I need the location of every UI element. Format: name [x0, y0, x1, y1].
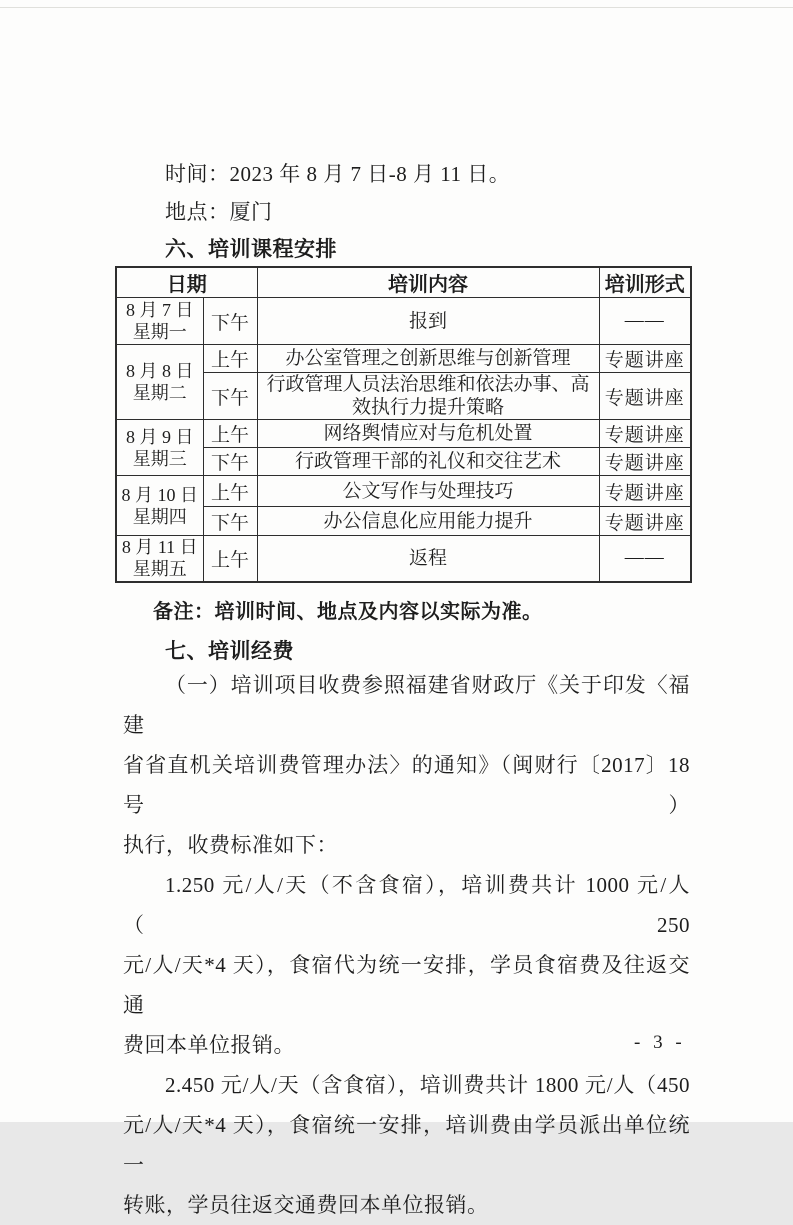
- form-cell: 专题讲座: [599, 448, 691, 476]
- date-text: 8 月 10 日: [121, 484, 198, 505]
- paragraph-line: 元/人/天*4 天），食宿统一安排，培训费由学员派出单位统一: [123, 1112, 690, 1177]
- fees-paragraphs: [123, 665, 690, 1225]
- paragraph-line: 元/人/天*4 天），食宿代为统一安排，学员食宿费及往返交通: [123, 952, 690, 1017]
- schedule-note: 备注：培训时间、地点及内容以实际为准。: [153, 600, 543, 623]
- weekday-text: 星期三: [132, 448, 187, 469]
- date-cell: [116, 476, 203, 536]
- date-cell: [116, 345, 203, 420]
- form-cell: ——: [599, 536, 691, 582]
- section-heading-schedule: 六、培训课程安排: [165, 238, 337, 261]
- date-cell: [116, 420, 203, 476]
- table-row: [116, 536, 691, 582]
- form-cell: 专题讲座: [599, 345, 691, 373]
- training-location-line: 地点：厦门: [165, 200, 273, 224]
- form-cell: 专题讲座: [599, 373, 691, 420]
- weekday-text: 星期一: [132, 322, 187, 342]
- form-cell: 专题讲座: [599, 476, 691, 507]
- column-header-content: 培训内容: [257, 267, 599, 298]
- paragraph-line: 1.250 元/人/天（不含食宿），培训费共计 1000 元/人（250: [123, 872, 690, 937]
- time-cell: 上午: [203, 420, 257, 448]
- table-row: [116, 345, 691, 373]
- date-cell: [116, 536, 203, 582]
- weekday-text: 星期二: [132, 383, 187, 403]
- time-cell: 下午: [203, 448, 257, 476]
- time-cell: 上午: [203, 345, 257, 373]
- paragraph-line: 费回本单位报销。: [123, 1032, 295, 1057]
- document-content: [123, 0, 690, 1225]
- table-row: [116, 476, 691, 507]
- table-row: [116, 448, 691, 476]
- content-cell: 报到: [257, 298, 599, 345]
- column-header-form: 培训形式: [599, 267, 691, 298]
- time-cell: 下午: [203, 373, 257, 420]
- content-cell: 网络舆情应对与危机处置: [257, 420, 599, 448]
- paragraph-line: 转账，学员往返交通费回本单位报销。: [123, 1192, 489, 1217]
- fees-paragraph: [123, 865, 690, 1065]
- fees-paragraph: [123, 665, 690, 865]
- date-text: 8 月 9 日: [126, 426, 194, 447]
- fees-paragraph: [123, 1065, 690, 1225]
- table-row: [116, 420, 691, 448]
- content-cell: 办公信息化应用能力提升: [257, 507, 599, 536]
- content-cell: 返程: [257, 536, 599, 582]
- table-row: [116, 373, 691, 420]
- paragraph-line: 省省直机关培训费管理办法〉的通知》（闽财行〔2017〕18 号）: [123, 752, 690, 817]
- table-row: [116, 507, 691, 536]
- date-text: 8 月 11 日: [121, 537, 198, 558]
- content-cell: 行政管理干部的礼仪和交往艺术: [257, 448, 599, 476]
- paragraph-line: 执行，收费标准如下：: [123, 832, 338, 857]
- section-heading-fees: 七、培训经费: [165, 639, 294, 663]
- weekday-text: 星期四: [132, 506, 187, 527]
- time-cell: 下午: [203, 507, 257, 536]
- time-cell: 下午: [203, 298, 257, 345]
- form-cell: 专题讲座: [599, 507, 691, 536]
- date-text: 8 月 8 日: [126, 361, 194, 381]
- form-cell: ——: [599, 298, 691, 345]
- date-cell: [116, 298, 203, 345]
- time-cell: 上午: [203, 476, 257, 507]
- column-header-date: 日期: [116, 267, 257, 298]
- form-cell: 专题讲座: [599, 420, 691, 448]
- training-time-line: 时间：2023 年 8 月 7 日-8 月 11 日。: [165, 162, 511, 186]
- paragraph-line: （一）培训项目收费参照福建省财政厅《关于印发〈福建: [123, 672, 690, 737]
- page-number: - 3 -: [634, 1032, 686, 1053]
- content-cell: 公文写作与处理技巧: [257, 476, 599, 507]
- time-cell: 上午: [203, 536, 257, 582]
- date-text: 8 月 7 日: [126, 300, 194, 320]
- paragraph-line: 2.450 元/人/天（含食宿），培训费共计 1800 元/人（450: [165, 1072, 690, 1097]
- table-row: [116, 298, 691, 345]
- content-cell: 办公室管理之创新思维与创新管理: [257, 345, 599, 373]
- weekday-text: 星期五: [132, 559, 187, 580]
- schedule-table: [115, 266, 692, 583]
- table-header-row: [116, 267, 691, 298]
- content-cell: 行政管理人员法治思维和依法办事、高效执行力提升策略: [257, 373, 599, 420]
